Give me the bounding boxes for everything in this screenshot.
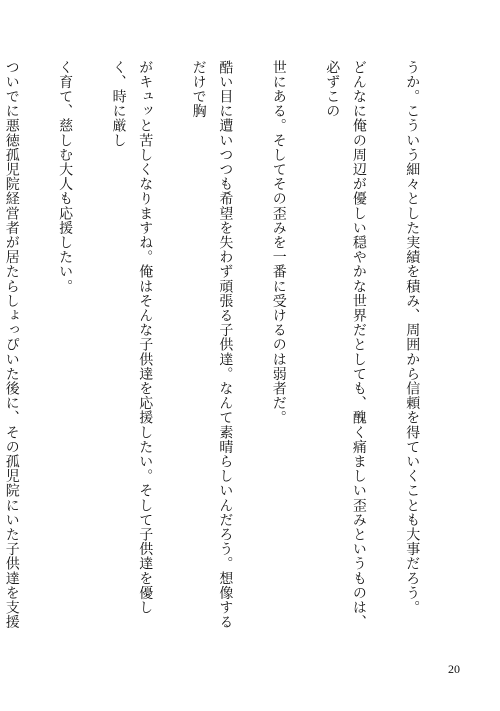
text-line: うか。こういう細々とした実績を積み、周囲から信頼を得ていくことも大事だろう。 <box>404 60 421 615</box>
text-line: 世にある。そしてその歪みを一番に受けるのは弱者だ。 <box>270 60 287 425</box>
text-line: ついでに悪徳孤児院経営者が居たらしょっぴいた後に、その孤児院にいた子供達を支援 <box>3 60 20 630</box>
vertical-text-body <box>3 60 452 640</box>
text-line: く育て、慈しむ大人も応援したい。 <box>57 60 74 294</box>
page-number: 20 <box>448 662 460 676</box>
text-line: がキュッと苦しくなりますね。俺はそんな子供達を応援したい。そして子供達を優しく、時に厳し <box>110 60 154 615</box>
text-line: どんなに俺の周辺が優しい穏やかな世界だとしても、醜く痛ましい歪みというものは、必ずこの <box>324 60 367 630</box>
text-line: 酷い目に遭いつつも希望を失わず頑張る子供達。なんて素晴らしいんだろう。想像するだけで胸 <box>190 60 234 630</box>
